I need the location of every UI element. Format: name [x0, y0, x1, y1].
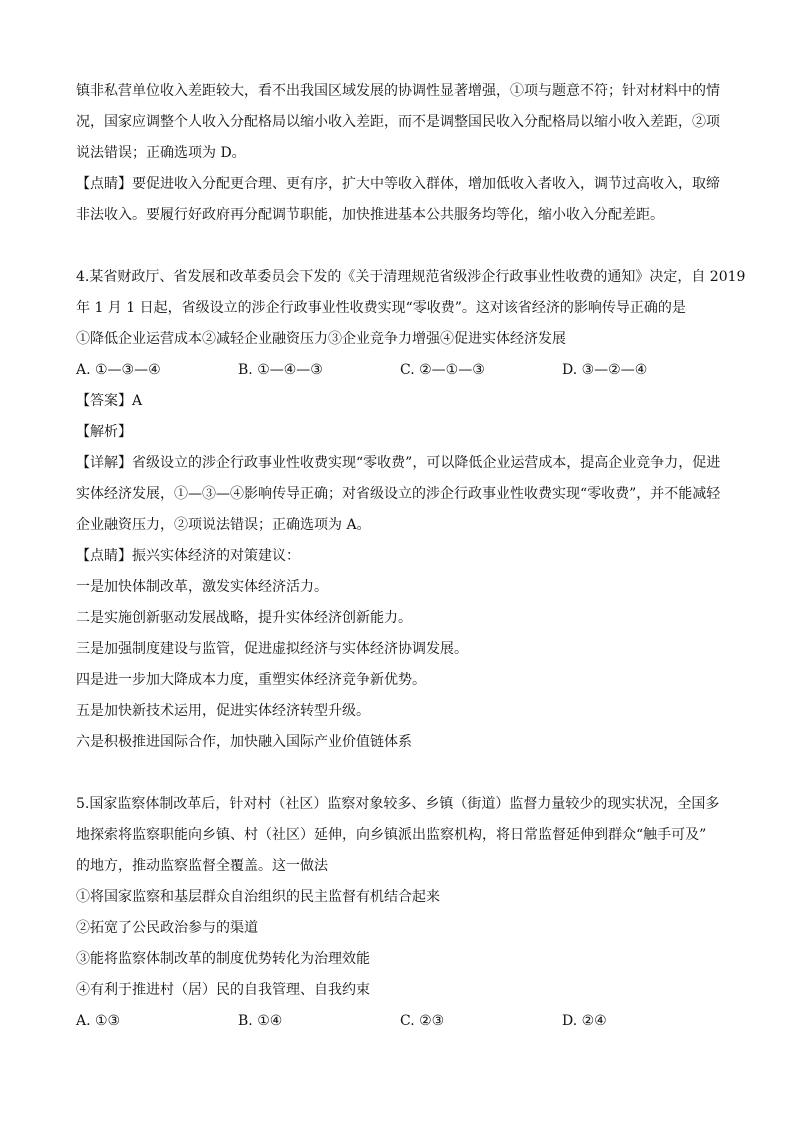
text-line: 4.某省财政厅、省发展和改革委员会下发的《关于清理规范省级涉企行政事业性收费的通知》决定，自 2019 — [76, 269, 746, 285]
answer-options — [76, 1006, 736, 1037]
text-line: 地探索将监察职能向乡镇、村（社区）延伸，向乡镇派出监察机构，将日常监督延伸到群众“触手可及” — [76, 827, 707, 843]
answer-option: D. ②④ — [562, 1013, 607, 1029]
text-line: 【解析】 — [76, 424, 132, 440]
text-line: 一是加快体制改革，激发实体经济活力。 — [76, 579, 328, 595]
text-line: 实体经济发展，①—③—④影响传导正确；对省级设立的涉企行政事业性收费实现“零收费”，并不能减轻 — [76, 486, 721, 502]
document-page — [76, 76, 746, 1037]
text-line: 况，国家应调整个人收入分配格局以缩小收入差距，而不是调整国民收入分配格局以缩小收入差距，②项 — [76, 114, 720, 130]
text-line: 二是实施创新驱动发展战略，提升实体经济创新能力。 — [76, 610, 412, 626]
answer-option: D. ③—②—④ — [562, 362, 648, 378]
text-line: 四是进一步加大降成本力度，重塑实体经济竞争新优势。 — [76, 672, 426, 688]
text-line: ④有利于推进村（居）民的自我管理、自我约束 — [76, 982, 370, 998]
answer-option: B. ①—④—③ — [238, 362, 323, 378]
answer-option: A. ①—③—④ — [76, 362, 161, 378]
text-line: ①将国家监察和基层群众自治组织的民主监督有机结合起来 — [76, 889, 440, 905]
text-line: 三是加强制度建设与监管，促进虚拟经济与实体经济协调发展。 — [76, 641, 468, 657]
text-line: 非法收入。要履行好政府再分配调节职能，加快推进基本公共服务均等化，缩小收入分配差距。 — [76, 207, 664, 223]
answer-option: A. ①③ — [76, 1013, 121, 1029]
text-line: 说法错误；正确选项为 D。 — [76, 145, 246, 161]
text-line: 企业融资压力，②项说法错误；正确选项为 A。 — [76, 517, 371, 533]
text-line: 镇非私营单位收入差距较大，看不出我国区域发展的协调性显著增强，①项与题意不符；针对材料中的情 — [76, 83, 720, 99]
text-line: 【详解】省级设立的涉企行政事业性收费实现“零收费”，可以降低企业运营成本，提高企业竞争力，促进 — [76, 455, 721, 471]
text-line: 【点睛】振兴实体经济的对策建议： — [76, 548, 300, 564]
text-line: 的地方，推动监察监督全覆盖。这一做法 — [76, 858, 328, 874]
text-line: 六是积极推进国际合作，加快融入国际产业价值链体系 — [76, 734, 412, 750]
text-line: ③能将监察体制改革的制度优势转化为治理效能 — [76, 951, 370, 967]
paragraph-gap — [76, 231, 736, 262]
text-line: ①降低企业运营成本②减轻企业融资压力③企业竞争力增强④促进实体经济发展 — [76, 331, 566, 347]
text-line: 【点睛】要促进收入分配更合理、更有序，扩大中等收入群体，增加低收入者收入，调节过高收入，取缔 — [76, 176, 720, 192]
answer-options — [76, 355, 736, 386]
text-line: 【答案】A — [76, 393, 143, 409]
text-line: 5.国家监察体制改革后，针对村（社区）监察对象较多、乡镇（街道）监督力量较少的现实状况，全国多 — [76, 796, 720, 812]
text-line: ②拓宽了公民政治参与的渠道 — [76, 920, 258, 936]
paragraph-gap — [76, 758, 736, 789]
text-line: 五是加快新技术运用，促进实体经济转型升级。 — [76, 703, 370, 719]
answer-option: C. ②③ — [400, 1013, 445, 1029]
answer-option: C. ②—①—③ — [400, 362, 485, 378]
answer-option: B. ①④ — [238, 1013, 283, 1029]
text-line: 年 1 月 1 日起，省级设立的涉企行政事业性收费实现“零收费”。这对该省经济的影响传导正确的是 — [76, 300, 686, 316]
